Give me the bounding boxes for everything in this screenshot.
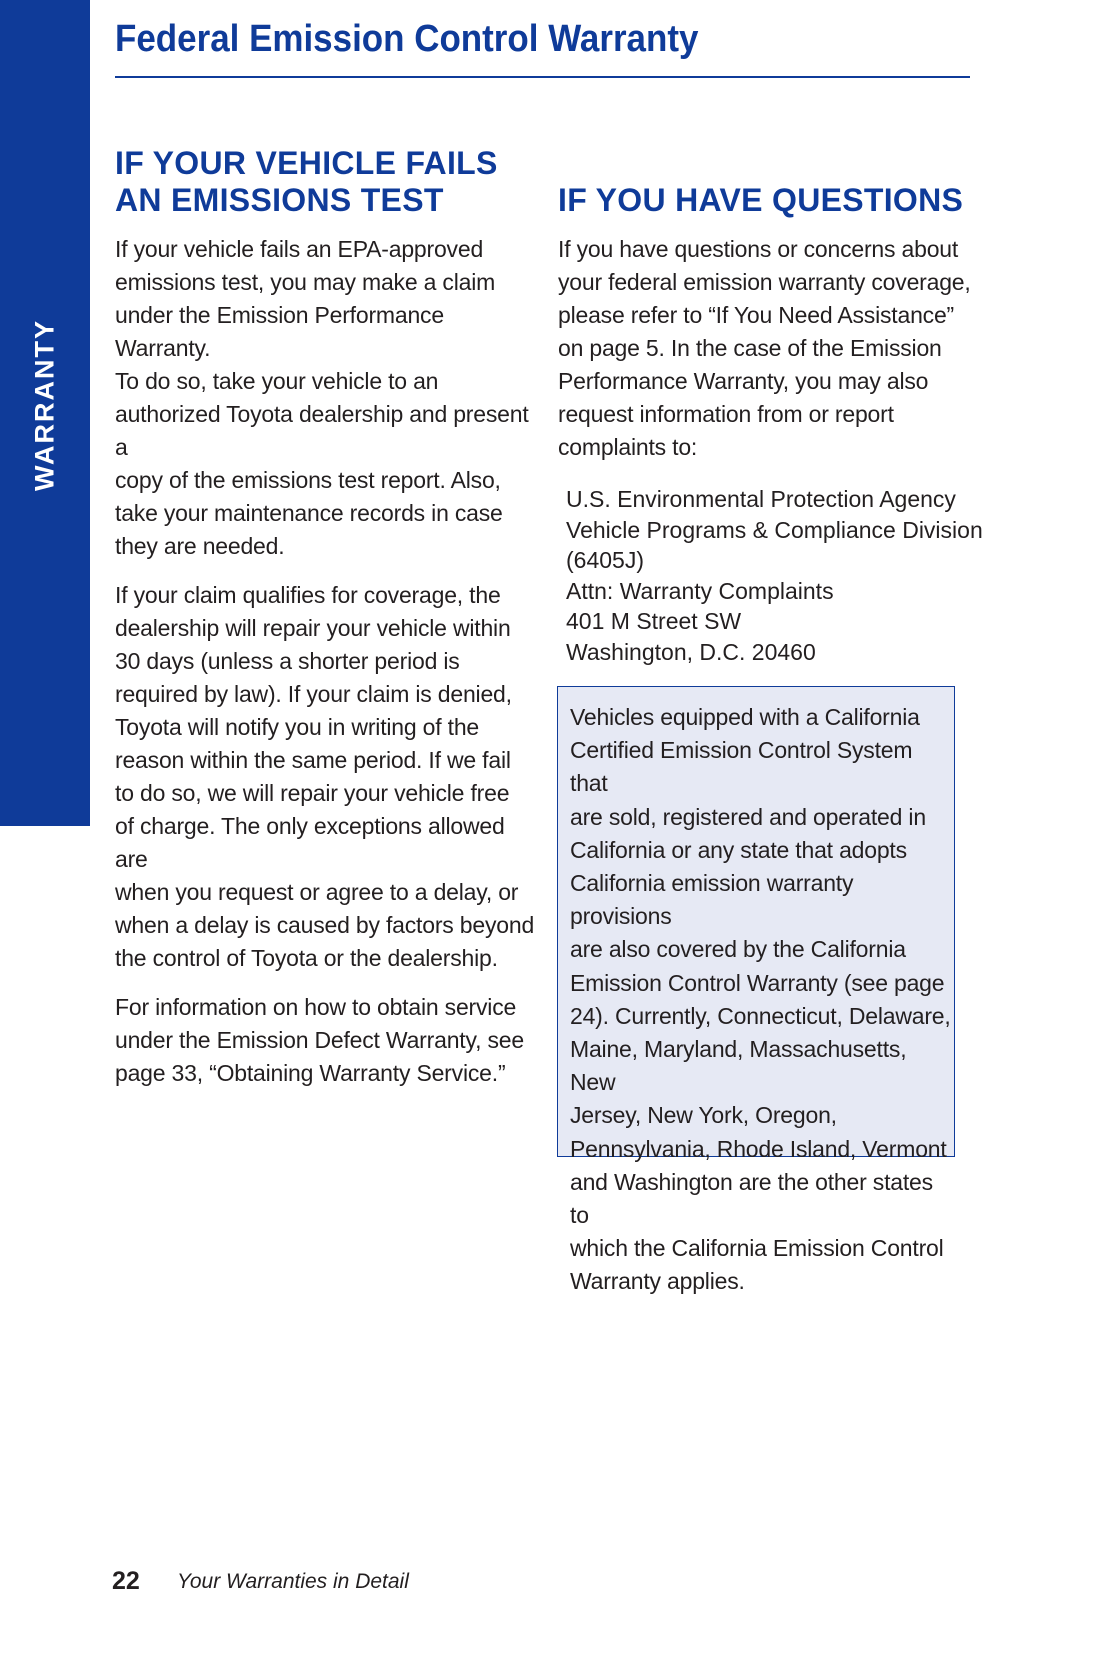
- address-line: (6405J): [566, 547, 644, 573]
- address-line: Vehicle Programs & Compliance Division: [566, 516, 983, 543]
- left-heading: IF YOUR VEHICLE FAILS AN EMISSIONS TEST: [115, 145, 498, 218]
- right-heading: IF YOU HAVE QUESTIONS: [558, 182, 964, 218]
- address-line: 401 M Street SW: [566, 608, 742, 634]
- address-line: Attn: Warranty Complaints: [566, 577, 834, 604]
- right-column: [558, 182, 983, 667]
- california-note-text: Vehicles equipped with a California Certified Emission Control System that are sold, registered and operated in California or any state that adopts California emission warranty provisions are also covered by the California Emission Control Warranty (see page 24). Currently, Connecticut, Delaware, Maine, Maryland, Massachusetts, New Jersey, New York, Oregon, Pennsylvania, Rhode Island, Vermont and Washington are the other states to which the California Emission Control Warranty applies.: [570, 704, 951, 1295]
- side-tab: [0, 0, 90, 826]
- address-line: U.S. Environmental Protection Agency: [566, 486, 956, 512]
- title-divider: [115, 76, 970, 78]
- left-paragraph-2: If your claim qualifies for coverage, the dealership will repair your vehicle within 30 days (unless a shorter period is required by law). If your claim is denied, Toyota will notify you in writing of the reason within the same period. If we fail to do so, we will repair your vehicle free of charge. The only exceptions allowed are when you request or agree to a delay, or when a delay is caused by factors beyond the control of Toyota or the dealership.: [115, 582, 535, 971]
- left-paragraph-3: For information on how to obtain service under the Emission Defect Warranty, see page 33, “Obtaining Warranty Service.”: [115, 994, 524, 1086]
- page-title: Federal Emission Control Warranty: [115, 18, 699, 60]
- footer-section-title: Your Warranties in Detail: [177, 1570, 409, 1593]
- left-paragraph-1: If your vehicle fails an EPA-approved emissions test, you may make a claim under the Emission Performance Warranty. To do so, take your vehicle to an authorized Toyota dealership and present a copy of the emissions test report. Also, take your maintenance records in case they are needed.: [115, 236, 529, 559]
- page-number: 22: [112, 1567, 140, 1595]
- left-column: [115, 145, 535, 1106]
- address-line: Washington, D.C. 20460: [566, 638, 816, 665]
- right-paragraph: If you have questions or concerns about your federal emission warranty coverage, please refer to “If You Need Assistance” on page 5. In the case of the Emission Performance Warranty, you may also request information from or report complaints to:: [558, 236, 971, 460]
- epa-address: [566, 484, 983, 667]
- side-tab-label: WARRANTY: [29, 319, 60, 491]
- california-note-box: [557, 686, 955, 1295]
